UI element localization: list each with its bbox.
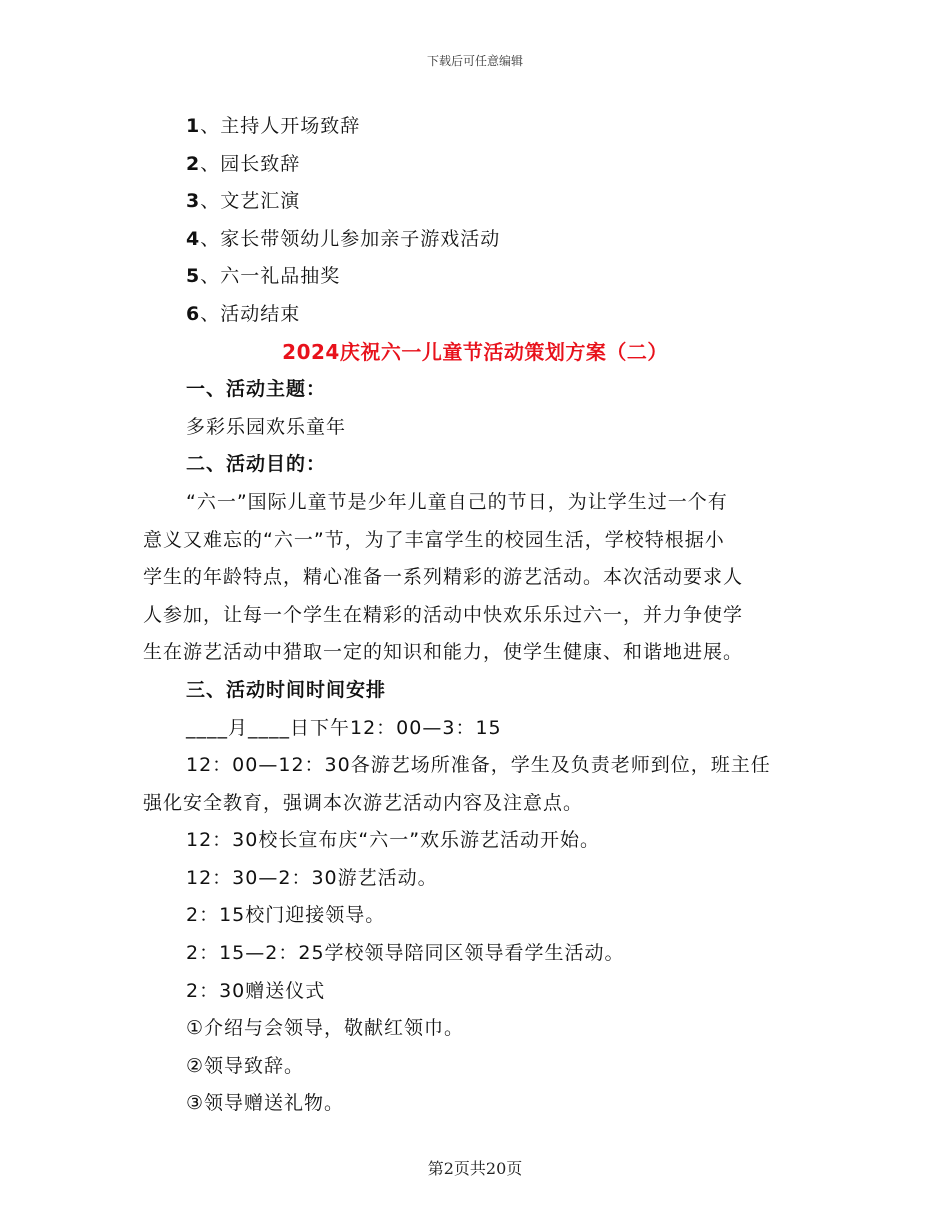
schedule-item: 12：00—12：30各游艺场所准备，学生及负责老师到位，班主任 [186,754,771,777]
list-item [143,258,807,296]
schedule-item: 2：30赠送仪式 [186,979,326,1002]
schedule-item: ②领导致辞。 [186,1054,305,1077]
list-text: 、六一礼品抽奖 [200,265,341,288]
list-text: 、主持人开场致辞 [200,115,361,137]
document-body [143,108,807,1123]
list-number: 6 [186,302,201,325]
document-title: 2024庆祝六一儿童节活动策划方案（二） [282,339,668,364]
schedule-item: 2：15校门迎接领导。 [186,904,386,927]
list-text: 、园长致辞 [200,152,301,175]
schedule-item: ③领导赠送礼物。 [186,1092,345,1115]
list-number: 5 [186,265,201,288]
schedule-item: ①介绍与会领导，敬献红领巾。 [186,1017,465,1040]
list-text: 、文艺汇演 [200,190,301,213]
page-footer: 第2页共20页 [427,1159,523,1178]
section-heading: 二、活动目的： [186,453,327,476]
schedule-item: 2：15—2：25学校领导陪同区领导看学生活动。 [186,942,625,965]
paragraph-line: 学生的年龄特点，精心准备一系列精彩的游艺活动。本次活动要求人 [143,566,744,589]
list-item [143,183,807,221]
schedule-date: ____月____日下午12：00—3：15 [186,716,502,739]
section-heading: 一、活动主题： [186,378,327,401]
paragraph-line: 人参加，让每一个学生在精彩的活动中快欢乐乐过六一，并力争使学 [143,603,744,626]
page-header: 下载后可任意编辑 [426,54,523,68]
section-heading: 三、活动时间时间安排 [186,678,387,701]
list-number: 3 [186,190,201,213]
paragraph-line: “六一”国际儿童节是少年儿童自己的节日，为让学生过一个有 [186,490,728,513]
list-item [143,221,807,259]
list-number: 2 [186,152,201,175]
list-item [143,108,807,146]
list-text: 、活动结束 [200,302,301,325]
schedule-item-continuation: 强化安全教育，强调本次游艺活动内容及注意点。 [143,791,584,814]
schedule-item: 12：30—2：30游艺活动。 [186,866,438,889]
list-item [143,296,807,334]
list-text: 、家长带领幼儿参加亲子游戏活动 [200,227,501,250]
schedule-item: 12：30校长宣布庆“六一”欢乐游艺活动开始。 [186,829,601,852]
paragraph-line: 生在游艺活动中猎取一定的知识和能力，使学生健康、和谐地进展。 [143,641,744,664]
list-item [143,146,807,184]
section-text: 多彩乐园欢乐童年 [186,415,347,438]
list-number: 1 [186,115,201,137]
list-number: 4 [186,227,201,250]
paragraph-line: 意义又难忘的“六一”节，为了丰富学生的校园生活，学校特根据小 [143,528,725,551]
